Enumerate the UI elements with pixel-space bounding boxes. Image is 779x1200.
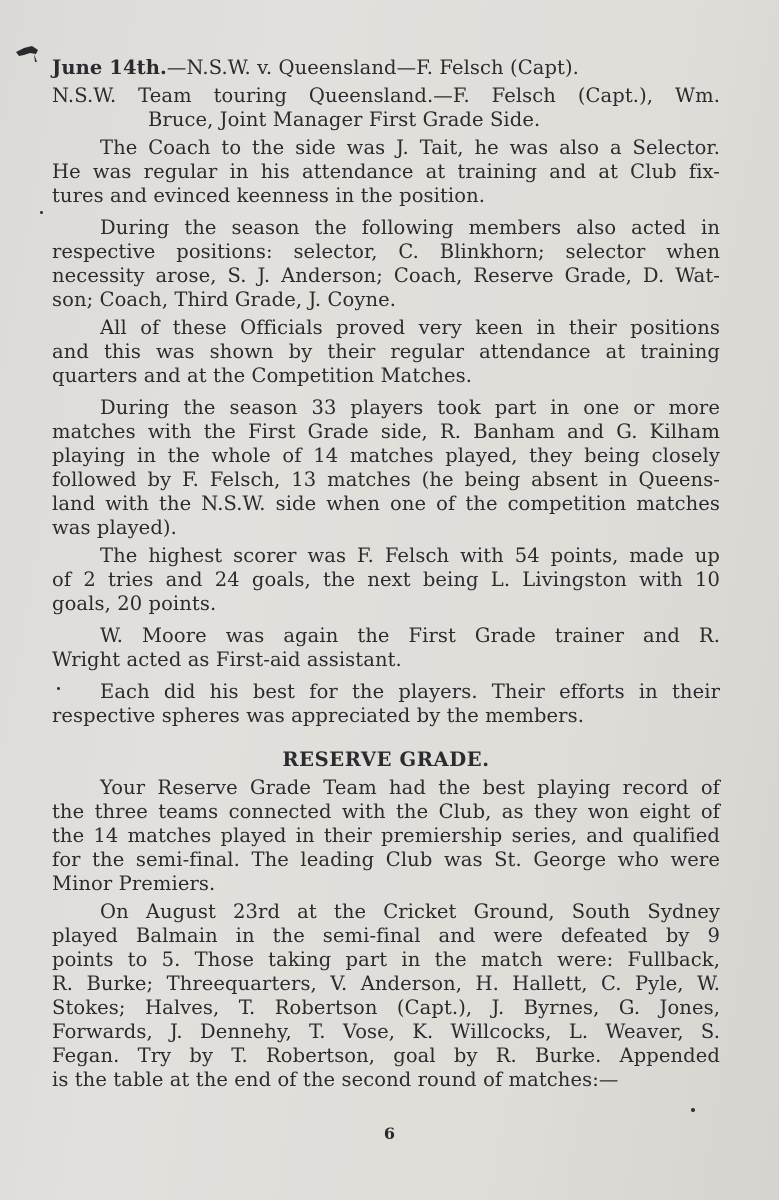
p5-line-3: quarters and at the Competition Matches. xyxy=(52,364,473,387)
p4-line-3: necessity arose, S. J. Anderson; Coach, Reserve Grade, D. Wat- xyxy=(52,264,720,287)
p8-line-1: W. Moore was again the First Grade trainer and R. xyxy=(100,624,720,647)
p6-line-5: land with the N.S.W. side when one of the competition matches xyxy=(52,492,720,515)
p11-line-7: Fegan. Try by T. Robertson, goal by R. Burke. Appended xyxy=(52,1044,720,1067)
p6-line-1: During the season 33 players took part in one or more xyxy=(100,396,720,419)
date-label: June 14th. xyxy=(52,56,167,79)
p6-line-2: matches with the First Grade side, R. Banham and G. Kilham xyxy=(52,420,720,443)
p6-line-6: was played). xyxy=(52,516,177,539)
page-number: 6 xyxy=(383,1124,396,1143)
p10-line-5: Minor Premiers. xyxy=(52,872,216,895)
p9-line-1: Each did his best for the players. Their efforts in their xyxy=(100,680,720,703)
p10-line-4: for the semi-final. The leading Club was St. George who were xyxy=(52,848,720,871)
p10-line-2: the three teams connected with the Club, as they won eight of xyxy=(52,800,720,823)
p11-line-6: Forwards, J. Dennehy, T. Vose, K. Willcocks, L. Weaver, S. xyxy=(52,1020,720,1043)
speck-mark xyxy=(691,1108,695,1112)
speck-mark xyxy=(57,687,60,690)
p1-rest: —N.S.W. v. Queensland—F. Felsch (Capt). xyxy=(166,56,579,79)
p11-line-2: played Balmain in the semi-final and were defeated by 9 xyxy=(52,924,720,947)
p10-line-1: Your Reserve Grade Team had the best playing record of xyxy=(100,776,720,799)
report-text xyxy=(52,56,720,1092)
p2-line-1: N.S.W. Team touring Queensland.—F. Felsch (Capt.), Wm. xyxy=(52,84,720,107)
p7-line-3: goals, 20 points. xyxy=(52,592,217,615)
p4-line-2: respective positions: selector, C. Blinkhorn; selector when xyxy=(52,240,720,263)
p7-line-2: of 2 tries and 24 goals, the next being L. Livingston with 10 xyxy=(52,568,720,591)
p11-line-1: On August 23rd at the Cricket Ground, South Sydney xyxy=(100,900,720,923)
speck-mark xyxy=(40,211,43,214)
p5-line-1: All of these Officials proved very keen in their positions xyxy=(100,316,720,339)
p3-line-2: He was regular in his attendance at training and at Club fix- xyxy=(52,160,720,183)
p6-line-3: playing in the whole of 14 matches played, they being closely xyxy=(52,444,720,467)
p4-line-4: son; Coach, Third Grade, J. Coyne. xyxy=(52,288,397,311)
p11-line-5: Stokes; Halves, T. Robertson (Capt.), J. Byrnes, G. Jones, xyxy=(52,996,720,1019)
section-heading-reserve-grade: RESERVE GRADE. xyxy=(282,748,490,771)
p11-line-4: R. Burke; Threequarters, V. Anderson, H. Hallett, C. Pyle, W. xyxy=(52,972,720,995)
p3-line-3: tures and evinced keenness in the position. xyxy=(52,184,486,207)
ink-blot-icon xyxy=(14,42,44,72)
p7-line-1: The highest scorer was F. Felsch with 54 points, made up xyxy=(100,544,720,567)
p5-line-2: and this was shown by their regular attendance at training xyxy=(52,340,720,363)
p4-line-1: During the season the following members also acted in xyxy=(100,216,720,239)
paragraph-june-14th xyxy=(52,56,720,80)
p9-line-2: respective spheres was appreciated by the members. xyxy=(52,704,585,727)
p11-line-8: is the table at the end of the second round of matches:— xyxy=(52,1068,619,1091)
p11-line-3: points to 5. Those taking part in the match were: Fullback, xyxy=(52,948,720,971)
p8-line-2: Wright acted as First-aid assistant. xyxy=(52,648,402,671)
p6-line-4: followed by F. Felsch, 13 matches (he being absent in Queens- xyxy=(52,468,720,491)
p2-line-2: Bruce, Joint Manager First Grade Side. xyxy=(148,108,541,131)
p10-line-3: the 14 matches played in their premiership series, and qualified xyxy=(52,824,720,847)
p3-line-1: The Coach to the side was J. Tait, he was also a Selector. xyxy=(100,136,720,159)
